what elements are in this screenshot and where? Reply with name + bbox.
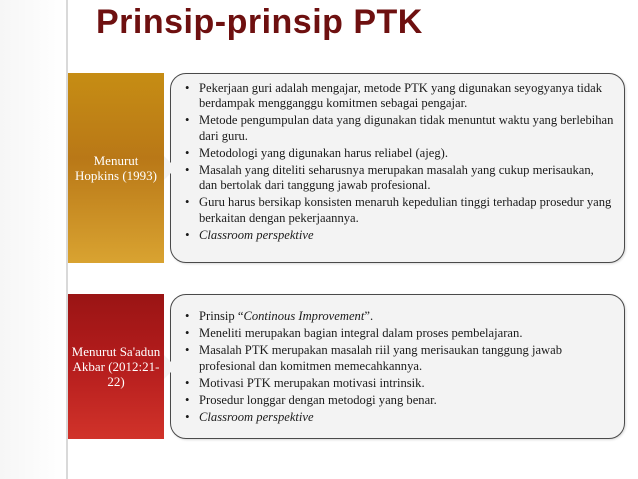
left-rail (0, 0, 66, 479)
list-item: • Masalah PTK merupakan masalah riil yang merisaukan tanggung jawab profesional dan komitmen memecahkannya. (185, 343, 615, 373)
list-item: • Masalah yang diteliti seharusnya merupakan masalah yang cukup merisaukan, dan bertolak dari tanggung jawab profesional. (185, 163, 615, 193)
akbar-list (185, 309, 615, 427)
list-item: • Meneliti merupakan bagian integral dalam proses pembelajaran. (185, 326, 615, 341)
list-item: • Pekerjaan guri adalah mengajar, metode PTK yang digunakan seyogyanya tidak berdampak mengganggu komitmen sebagai pengajar. (185, 81, 615, 111)
item-text: ”. (364, 309, 374, 323)
list-item (185, 309, 615, 324)
hopkins-label-block (68, 73, 164, 263)
list-item: • Metode pengumpulan data yang digunakan tidak menuntut waktu yang berlebihan dari guru. (185, 113, 615, 143)
item-text: Prinsip “ (199, 309, 244, 323)
item-emphasis: Continous Improvement (243, 309, 365, 323)
hopkins-list (185, 81, 615, 245)
akbar-label-block (68, 294, 164, 439)
list-item: • Guru harus bersikap konsisten menaruh kepedulian tinggi terhadap prosedur yang berkaitan dengan pekerjaannya. (185, 195, 615, 225)
list-item: • Prosedur longgar dengan metodogi yang benar. (185, 393, 615, 408)
list-item: • Classroom perspektive (185, 410, 615, 425)
hopkins-label: Menurut Hopkins (1993) (75, 153, 157, 183)
akbar-label: Menurut Sa'adun Akbar (2012:21-22) (71, 344, 161, 389)
akbar-arrow (164, 355, 176, 379)
hopkins-arrow (164, 156, 176, 180)
list-item: • Metodologi yang digunakan harus reliabel (ajeg). (185, 146, 615, 161)
slide-title: Prinsip-prinsip PTK (96, 3, 423, 41)
list-item: • Motivasi PTK merupakan motivasi intrinsik. (185, 376, 615, 391)
list-item: • Classroom perspektive (185, 228, 615, 243)
